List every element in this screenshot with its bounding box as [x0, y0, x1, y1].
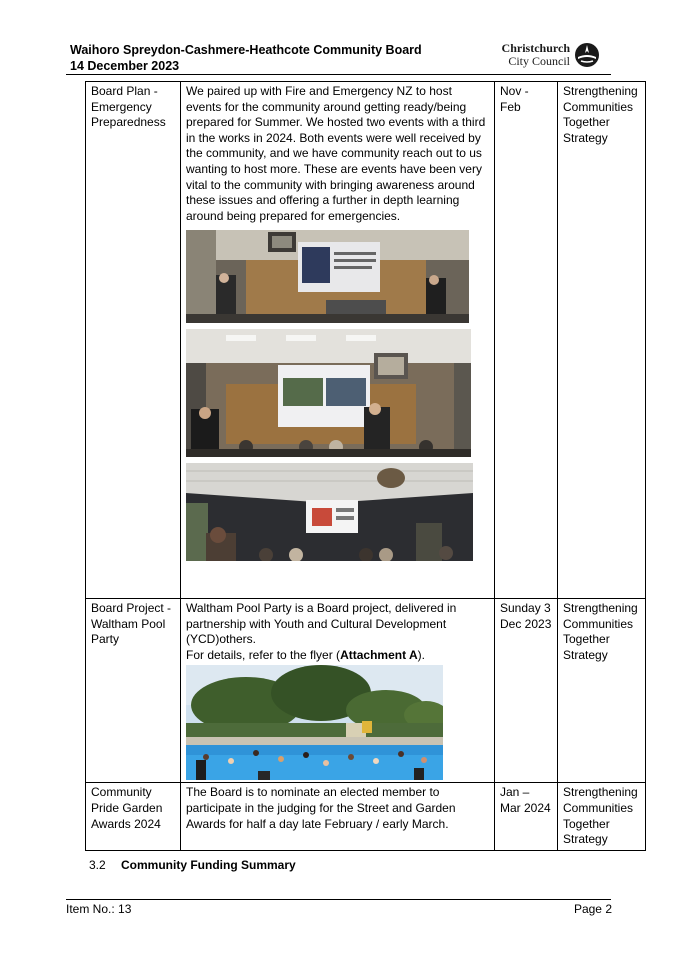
description-cell [181, 599, 495, 783]
strategy-cell: Strengthening Communities Together Strategy [558, 599, 646, 783]
section-heading [89, 858, 296, 872]
dates-cell: Nov - Feb [495, 82, 558, 599]
footer-divider [66, 899, 611, 900]
document-header [70, 42, 422, 74]
section-number: 3.2 [89, 858, 106, 872]
description-cell: The Board is to nominate an elected member to participate in the judging for the Street and Garden Awards for half a day late February / early March. [181, 783, 495, 850]
header-divider [66, 74, 611, 75]
logo-line1: Christchurch [501, 41, 570, 55]
council-emblem-icon [574, 42, 600, 68]
description-text: Waltham Pool Party is a Board project, delivered in partnership with Youth and Cultural Development (YCD)others. [186, 601, 457, 647]
strategy-cell: Strengthening Communities Together Strategy [558, 783, 646, 850]
dates-cell: Sunday 3 Dec 2023 [495, 599, 558, 783]
project-cell: Board Plan - Emergency Preparedness [86, 82, 181, 599]
project-cell: Community Pride Garden Awards 2024 [86, 783, 181, 850]
page-number: Page 2 [573, 902, 612, 916]
strategy-cell: Strengthening Communities Together Strategy [558, 82, 646, 599]
event-photo-1 [186, 230, 489, 323]
board-name: Waihoro Spreydon-Cashmere-Heathcote Community Board [70, 43, 422, 57]
item-number: Item No.: 13 [66, 902, 132, 916]
project-cell: Board Project - Waltham Pool Party [86, 599, 181, 783]
event-photo-2 [186, 329, 489, 457]
logo-line2: City Council [508, 53, 570, 68]
table-row [86, 82, 646, 599]
table-row [86, 783, 646, 850]
pool-party-photo [186, 665, 489, 780]
dates-cell: Jan – Mar 2024 [495, 783, 558, 850]
council-logo [498, 42, 602, 70]
activities-table [85, 81, 646, 851]
table-row [86, 599, 646, 783]
meeting-date: 14 December 2023 [70, 59, 180, 73]
description-text: We paired up with Fire and Emergency NZ to host events for the community around getting ready/being prepared for Summer. We hosted two events with a third in the works in 2024. Both events were well received by the community, and we have community reach out to us wanting to host more. These are events have been very vital to the community with bringing awareness around these issues and offering a further in depth learning around being prepared for emergencies. [186, 84, 486, 223]
event-photo-3 [186, 463, 489, 561]
attachment-reference: For details, refer to the flyer (Attachment A). [186, 647, 425, 662]
section-title: Community Funding Summary [121, 858, 296, 872]
attachment-label: Attachment A [340, 647, 418, 662]
description-cell [181, 82, 495, 599]
